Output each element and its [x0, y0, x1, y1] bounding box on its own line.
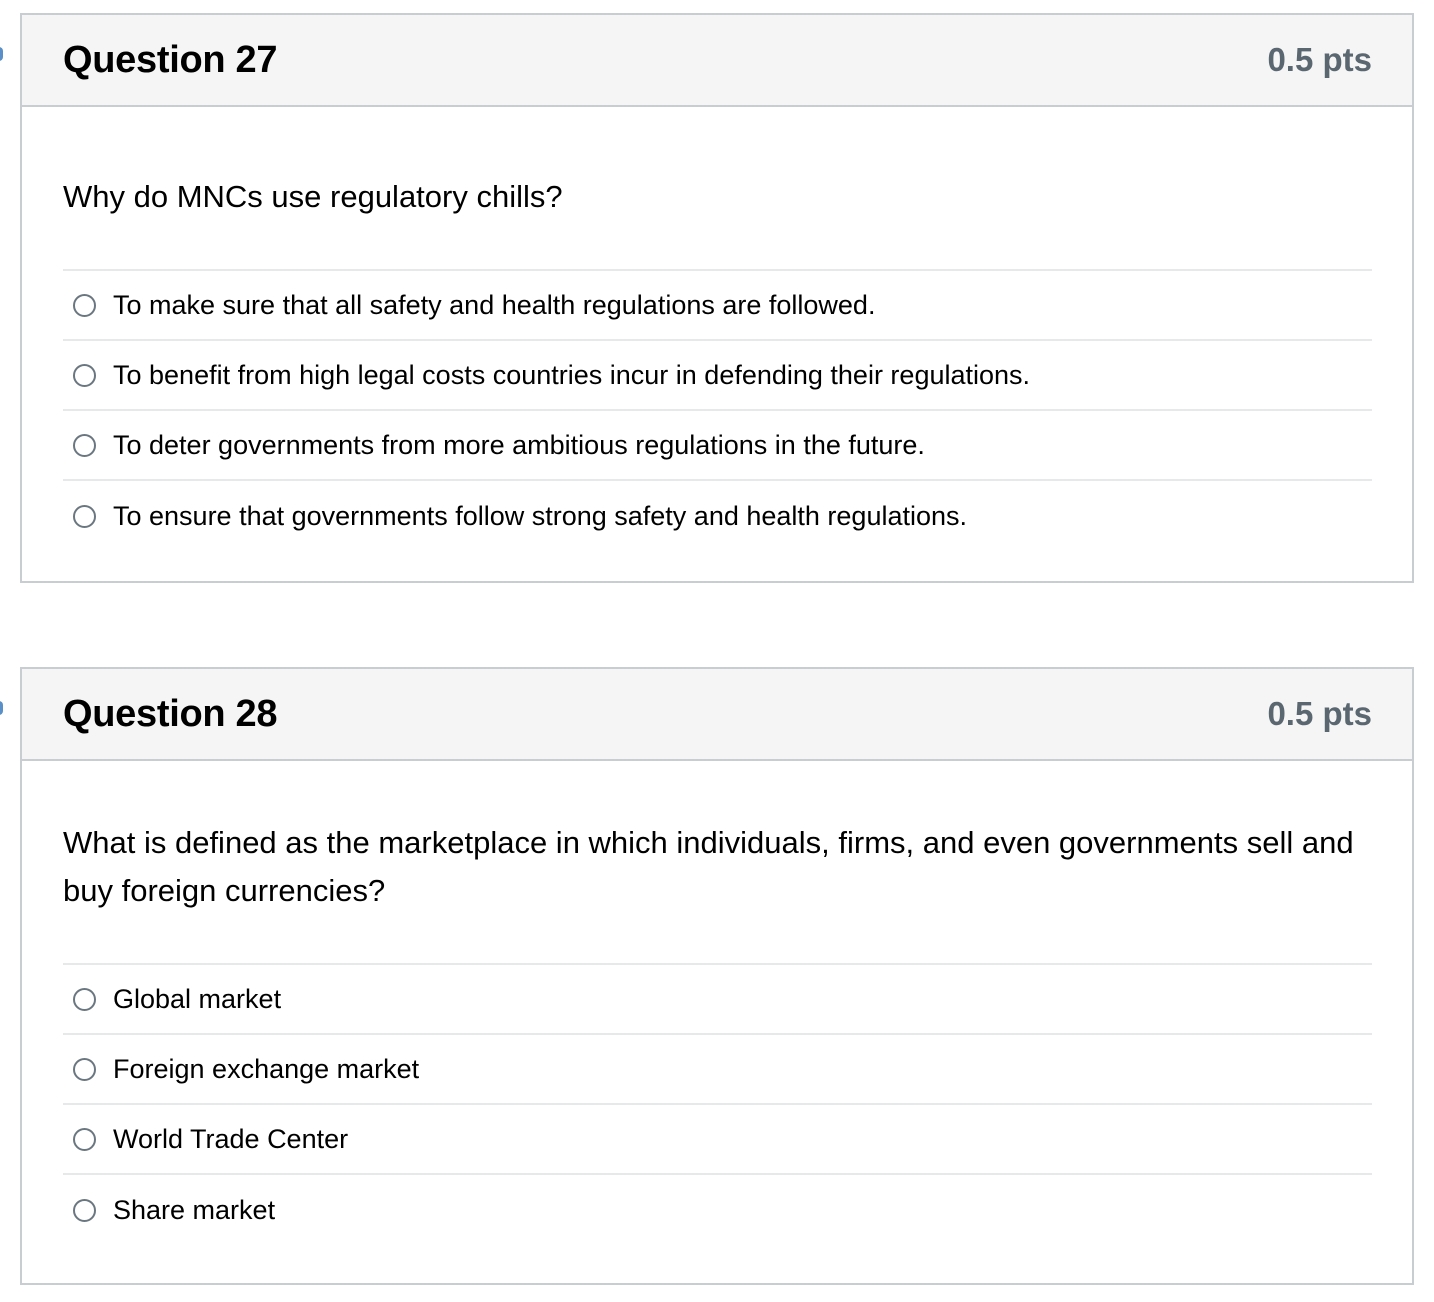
radio-button[interactable] — [73, 364, 96, 387]
answer-option[interactable] — [63, 1175, 1372, 1245]
answer-label: To make sure that all safety and health regulations are followed. — [113, 289, 876, 320]
question-body — [22, 107, 1412, 551]
answer-label: Share market — [113, 1194, 276, 1225]
answer-option[interactable] — [63, 481, 1372, 551]
radio-button[interactable] — [73, 1199, 96, 1222]
question-text: What is defined as the marketplace in which individuals, firms, and even governments sell and buy foreign currencies? — [63, 825, 1354, 908]
question-text: Why do MNCs use regulatory chills? — [63, 179, 563, 214]
radio-button[interactable] — [73, 1058, 96, 1081]
answer-list — [63, 269, 1372, 551]
answer-label: Foreign exchange market — [113, 1053, 420, 1084]
answer-label: To ensure that governments follow strong safety and health regulations. — [113, 500, 968, 531]
question-card-27 — [20, 13, 1414, 583]
answer-label: World Trade Center — [113, 1123, 349, 1154]
answer-label: To benefit from high legal costs countries incur in defending their regulations. — [113, 359, 1031, 390]
answer-option[interactable] — [63, 965, 1372, 1035]
question-card-28 — [20, 667, 1414, 1285]
radio-button[interactable] — [73, 294, 96, 317]
radio-button[interactable] — [73, 1128, 96, 1151]
question-points: 0.5 pts — [1267, 695, 1372, 732]
question-flag-marker[interactable] — [0, 47, 3, 61]
question-flag-marker[interactable] — [0, 701, 3, 715]
radio-button[interactable] — [73, 505, 96, 528]
answer-label: Global market — [113, 983, 282, 1014]
question-header — [22, 669, 1412, 761]
answer-option[interactable] — [63, 341, 1372, 411]
question-title: Question 28 — [63, 692, 278, 735]
radio-button[interactable] — [73, 434, 96, 457]
radio-button[interactable] — [73, 988, 96, 1011]
answer-option[interactable] — [63, 271, 1372, 341]
answer-option[interactable] — [63, 1105, 1372, 1175]
answer-option[interactable] — [63, 411, 1372, 481]
answer-list — [63, 963, 1372, 1245]
answer-label: To deter governments from more ambitious regulations in the future. — [113, 429, 925, 460]
answer-option[interactable] — [63, 1035, 1372, 1105]
question-points: 0.5 pts — [1267, 41, 1372, 78]
question-title: Question 27 — [63, 38, 278, 81]
question-header — [22, 15, 1412, 107]
question-body — [22, 761, 1412, 1245]
